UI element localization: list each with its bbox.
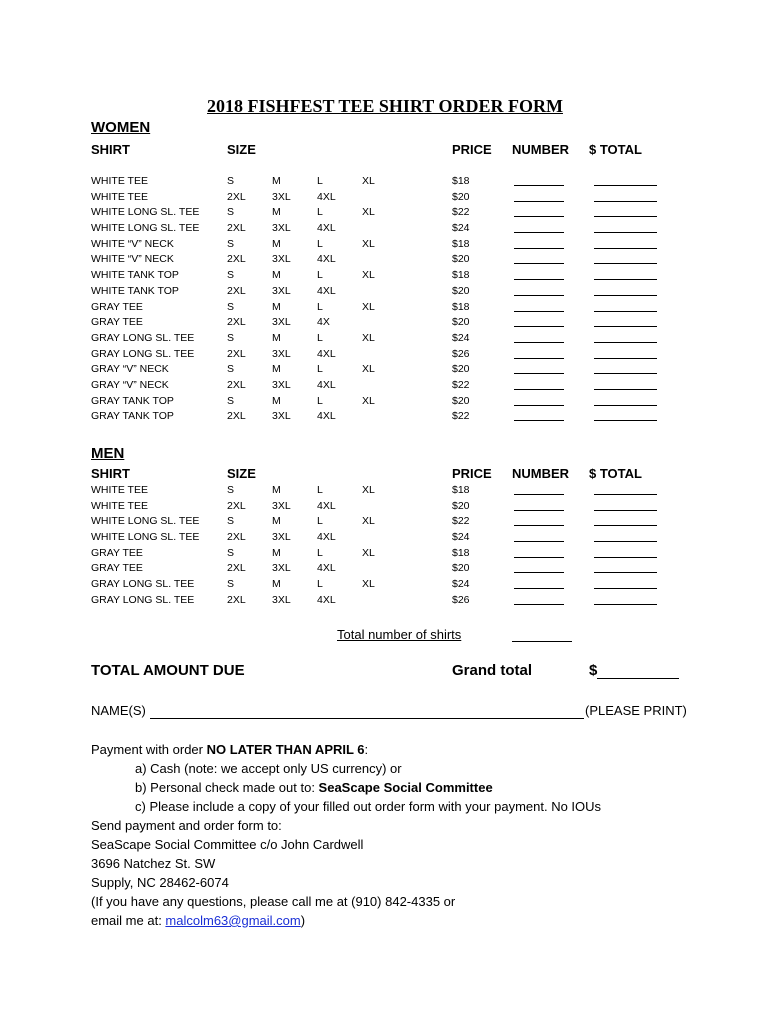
women-col-size: SIZE — [227, 142, 256, 157]
table-row — [0, 284, 770, 300]
shirt-name: WHITE LONG SL. TEE — [91, 515, 200, 528]
size-option: 4X — [317, 316, 330, 329]
size-option: M — [272, 515, 281, 528]
size-option: M — [272, 363, 281, 376]
shirt-name: WHITE LONG SL. TEE — [91, 222, 200, 235]
size-option: 4XL — [317, 222, 336, 235]
payment-option-b: b) Personal check made out to: SeaScape Social Committee — [135, 780, 493, 795]
shirt-name: WHITE TEE — [91, 499, 148, 512]
size-option: 4XL — [317, 347, 336, 360]
shirt-name: WHITE LONG SL. TEE — [91, 206, 200, 219]
email-link[interactable]: malcolm63@gmail.com — [165, 913, 301, 928]
size-option: S — [227, 331, 235, 344]
size-option: 4XL — [317, 499, 336, 512]
size-option: S — [227, 578, 235, 591]
size-option: 4XL — [317, 410, 336, 423]
price-value: $20 — [452, 562, 470, 575]
shirt-name: WHITE TANK TOP — [91, 284, 179, 297]
size-option: S — [227, 515, 235, 528]
men-col-shirt: SHIRT — [91, 466, 130, 481]
price-value: $20 — [452, 253, 470, 266]
total-shirts-field[interactable] — [512, 628, 572, 642]
size-option: XL — [362, 331, 375, 344]
size-option: L — [317, 515, 323, 528]
size-option: S — [227, 363, 235, 376]
size-option: 2XL — [227, 593, 246, 606]
size-option: 3XL — [272, 593, 291, 606]
size-option: L — [317, 484, 323, 496]
women-rows — [0, 174, 770, 425]
size-option: 2XL — [227, 190, 246, 203]
table-row — [0, 347, 770, 363]
shirt-name: GRAY LONG SL. TEE — [91, 593, 195, 606]
price-value: $20 — [452, 363, 470, 376]
size-option: 2XL — [227, 410, 246, 423]
size-option: 3XL — [272, 253, 291, 266]
size-option: M — [272, 331, 281, 344]
table-row — [0, 331, 770, 347]
men-col-number: NUMBER — [512, 466, 570, 481]
size-option: L — [317, 331, 323, 344]
price-value: $18 — [452, 300, 470, 313]
shirt-name: GRAY “V” NECK — [91, 378, 169, 391]
price-value: $20 — [452, 190, 470, 203]
payment-instructions — [91, 740, 601, 930]
size-option: S — [227, 300, 235, 313]
size-option: L — [317, 546, 323, 559]
payee-name: SeaScape Social Committee — [318, 780, 493, 795]
currency-symbol: $ — [589, 662, 598, 679]
grand-total-amount — [589, 662, 679, 679]
shirt-name: WHITE TEE — [91, 484, 148, 496]
table-row — [0, 190, 770, 206]
send-to-label: Send payment and order form to: — [91, 818, 282, 833]
size-option: 3XL — [272, 499, 291, 512]
size-option: 2XL — [227, 531, 246, 544]
size-option: S — [227, 269, 235, 282]
table-row — [0, 483, 770, 499]
shirt-name: GRAY TANK TOP — [91, 394, 174, 407]
size-option: M — [272, 394, 281, 407]
men-col-price: PRICE — [452, 466, 492, 481]
size-option: 3XL — [272, 378, 291, 391]
size-option: 2XL — [227, 316, 246, 329]
size-option: M — [272, 175, 281, 187]
size-option: 4XL — [317, 190, 336, 203]
men-rows — [0, 483, 770, 609]
size-option: L — [317, 300, 323, 313]
size-option: L — [317, 394, 323, 407]
size-option: 3XL — [272, 316, 291, 329]
size-option: XL — [362, 269, 375, 282]
size-option: M — [272, 300, 281, 313]
table-row — [0, 300, 770, 316]
size-option: S — [227, 206, 235, 219]
size-option: M — [272, 578, 281, 591]
size-option: L — [317, 363, 323, 376]
shirt-name: GRAY TANK TOP — [91, 410, 174, 423]
price-value: $26 — [452, 593, 470, 606]
payment-intro: Payment with order NO LATER THAN APRIL 6: — [91, 742, 369, 757]
shirt-name: WHITE LONG SL. TEE — [91, 531, 200, 544]
women-col-number: NUMBER — [512, 142, 570, 157]
price-value: $20 — [452, 499, 470, 512]
size-option: M — [272, 206, 281, 219]
price-value: $24 — [452, 331, 470, 344]
price-value: $24 — [452, 531, 470, 544]
men-col-size: SIZE — [227, 466, 256, 481]
size-option: S — [227, 237, 235, 250]
price-value: $18 — [452, 546, 470, 559]
size-option: L — [317, 269, 323, 282]
size-option: 4XL — [317, 562, 336, 575]
women-col-price: PRICE — [452, 142, 492, 157]
table-row — [0, 593, 770, 609]
size-option: S — [227, 394, 235, 407]
table-row — [0, 514, 770, 530]
shirt-name: GRAY TEE — [91, 300, 143, 313]
table-row — [0, 315, 770, 331]
price-value: $18 — [452, 175, 470, 187]
email-line: email me at: malcolm63@gmail.com) — [91, 913, 306, 928]
table-row — [0, 577, 770, 593]
total-amount-due-label: TOTAL AMOUNT DUE — [91, 662, 245, 679]
table-row — [0, 174, 770, 190]
shirt-name: WHITE TEE — [91, 175, 148, 187]
table-row — [0, 409, 770, 425]
grand-total-label: Grand total — [452, 662, 533, 679]
names-label: NAME(S) — [91, 703, 146, 718]
size-option: 2XL — [227, 284, 246, 297]
men-col-total: $ TOTAL — [589, 466, 642, 481]
size-option: 3XL — [272, 284, 291, 297]
price-value: $22 — [452, 515, 470, 528]
women-col-total: $ TOTAL — [589, 142, 642, 157]
size-option: 4XL — [317, 593, 336, 606]
table-row — [0, 499, 770, 515]
size-option: 3XL — [272, 347, 291, 360]
size-option: XL — [362, 363, 375, 376]
size-option: XL — [362, 578, 375, 591]
page-title: 2018 FISHFEST TEE SHIRT ORDER FORM — [207, 96, 563, 116]
table-row — [0, 237, 770, 253]
size-option: XL — [362, 515, 375, 528]
names-field[interactable] — [150, 703, 584, 719]
shirt-name: GRAY LONG SL. TEE — [91, 347, 195, 360]
size-option: XL — [362, 546, 375, 559]
shirt-name: WHITE TEE — [91, 190, 148, 203]
size-option: M — [272, 237, 281, 250]
price-value: $22 — [452, 378, 470, 391]
size-option: 4XL — [317, 253, 336, 266]
women-col-shirt: SHIRT — [91, 142, 130, 157]
table-row — [0, 546, 770, 562]
shirt-name: GRAY TEE — [91, 546, 143, 559]
size-option: 3XL — [272, 562, 291, 575]
shirt-name: WHITE TANK TOP — [91, 269, 179, 282]
size-option: S — [227, 546, 235, 559]
table-row — [0, 221, 770, 237]
total-shirts-label: Total number of shirts — [337, 627, 462, 642]
price-value: $26 — [452, 347, 470, 360]
shirt-name: GRAY TEE — [91, 316, 143, 329]
size-option: S — [227, 484, 235, 496]
address-line-3: Supply, NC 28462-6074 — [91, 875, 229, 890]
size-option: 2XL — [227, 499, 246, 512]
shirt-name: GRAY TEE — [91, 562, 143, 575]
size-option: 2XL — [227, 562, 246, 575]
shirt-name: GRAY LONG SL. TEE — [91, 331, 195, 344]
price-value: $18 — [452, 484, 470, 496]
table-row — [0, 561, 770, 577]
size-option: M — [272, 546, 281, 559]
payment-deadline: NO LATER THAN APRIL 6 — [206, 742, 365, 757]
price-value: $20 — [452, 284, 470, 297]
size-option: 2XL — [227, 253, 246, 266]
size-option: L — [317, 206, 323, 219]
price-value: $20 — [452, 316, 470, 329]
size-option: 3XL — [272, 531, 291, 544]
questions-line: (If you have any questions, please call me at (910) 842-4335 or — [91, 894, 456, 909]
table-row — [0, 252, 770, 268]
address-line-1: SeaScape Social Committee c/o John Cardwell — [91, 837, 364, 852]
size-option: XL — [362, 484, 375, 496]
table-row — [0, 268, 770, 284]
price-value: $24 — [452, 222, 470, 235]
size-option: XL — [362, 300, 375, 313]
size-option: L — [317, 578, 323, 591]
size-option: XL — [362, 237, 375, 250]
size-option: XL — [362, 394, 375, 407]
size-option: 2XL — [227, 222, 246, 235]
size-option: 4XL — [317, 378, 336, 391]
price-value: $20 — [452, 394, 470, 407]
men-heading: MEN — [91, 445, 125, 462]
price-value: $18 — [452, 237, 470, 250]
price-value: $18 — [452, 269, 470, 282]
table-row — [0, 362, 770, 378]
payment-option-c: c) Please include a copy of your filled out order form with your payment. No IOUs — [135, 799, 602, 814]
size-option: XL — [362, 206, 375, 219]
size-option: 2XL — [227, 347, 246, 360]
size-option: L — [317, 175, 323, 187]
payment-option-a: a) Cash (note: we accept only US currency) or — [135, 761, 402, 776]
size-option: S — [227, 175, 235, 187]
address-line-2: 3696 Natchez St. SW — [91, 856, 216, 871]
price-value: $22 — [452, 410, 470, 423]
table-row — [0, 205, 770, 221]
size-option: 3XL — [272, 190, 291, 203]
size-option: 3XL — [272, 222, 291, 235]
grand-total-field[interactable] — [597, 664, 679, 679]
shirt-name: GRAY “V” NECK — [91, 363, 169, 376]
names-print-note: (PLEASE PRINT) — [585, 703, 687, 718]
size-option: XL — [362, 175, 375, 187]
size-option: M — [272, 484, 281, 496]
shirt-name: GRAY LONG SL. TEE — [91, 578, 195, 591]
table-row — [0, 394, 770, 410]
price-value: $22 — [452, 206, 470, 219]
size-option: M — [272, 269, 281, 282]
size-option: 4XL — [317, 284, 336, 297]
women-heading: WOMEN — [91, 119, 151, 136]
price-value: $24 — [452, 578, 470, 591]
table-row — [0, 378, 770, 394]
size-option: 4XL — [317, 531, 336, 544]
table-row — [0, 530, 770, 546]
shirt-name: WHITE “V” NECK — [91, 253, 174, 266]
size-option: 3XL — [272, 410, 291, 423]
shirt-name: WHITE “V” NECK — [91, 237, 174, 250]
size-option: L — [317, 237, 323, 250]
size-option: 2XL — [227, 378, 246, 391]
